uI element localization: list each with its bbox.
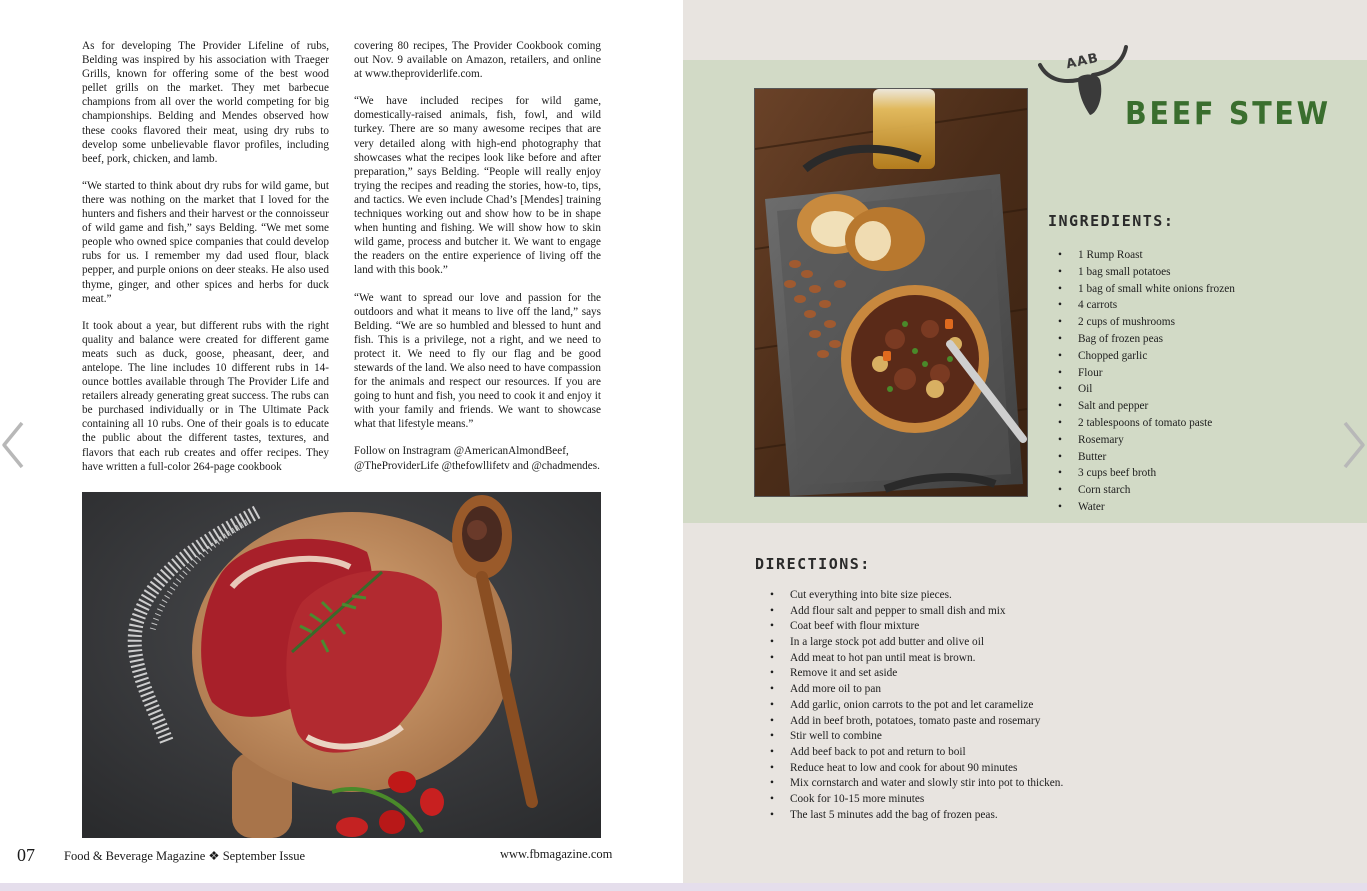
recipe-title: BEEF STEW — [1125, 96, 1331, 132]
article-paragraph: “We started to think about dry rubs for wild game, but there was nothing on the market that I loved for the hunters and fishers and their harvest or the connoisseur of wild game and fish,” says Belding. “We met some people who owned spice companies that could develop rubs for us. I remember my dad used flour, black pepper, and purple onions on deer steaks. He also used thyme, ginger, and other spices and herbs for duck meat.” — [82, 179, 329, 305]
direction-step: • The last 5 minutes add the bag of frozen peas. — [770, 808, 1063, 824]
next-page-arrow-icon[interactable] — [1339, 420, 1367, 470]
article-paragraph: As for developing The Provider Lifeline of rubs, Belding was inspired by his association with Traeger Grills, known for offering some of the best wood pellet grills on the market. They met barbecue champions from all over the world competing for big championships. Belding and Mendes observed how these cooks flavored their meat, using dry rubs to develop some unbelievable flavor profiles, including beef, pork, chicken, and lamb. — [82, 40, 329, 165]
page-number: 07 — [17, 845, 35, 865]
ingredient-item: • 2 tablespoons of tomato paste — [1058, 415, 1235, 432]
direction-step: • Add garlic, onion carrots to the pot and let caramelize — [770, 698, 1063, 714]
direction-step: • Cut everything into bite size pieces. — [770, 588, 1063, 604]
direction-step: • Coat beef with flour mixture — [770, 619, 1063, 635]
magazine-url[interactable]: www.fbmagazine.com — [500, 847, 613, 861]
article-column-1 — [82, 39, 329, 487]
ingredient-item: • 4 carrots — [1058, 297, 1235, 314]
direction-step: • Cook for 10-15 more minutes — [770, 792, 1063, 808]
ingredient-item: • Salt and pepper — [1058, 398, 1235, 415]
directions-list — [770, 588, 1063, 823]
ingredient-item: • Bag of frozen peas — [1058, 331, 1235, 348]
bottom-strip — [0, 883, 1367, 891]
direction-step: • Add flour salt and pepper to small dish and mix — [770, 604, 1063, 620]
steak-photo — [82, 492, 601, 838]
magazine-issue: Food & Beverage Magazine ❖ September Issue — [64, 849, 305, 863]
ingredient-item: • Flour — [1058, 365, 1235, 382]
direction-step: • Add in beef broth, potatoes, tomato paste and rosemary — [770, 714, 1063, 730]
ingredient-item: • Water — [1058, 499, 1235, 516]
direction-step: • Mix cornstarch and water and slowly stir into pot to thicken. — [770, 776, 1063, 792]
follow-instagram-text: Follow on Instragram @AmericanAlmondBeef, @TheProviderLife @thefowllifetv and @chadmendes. — [354, 445, 600, 472]
direction-step: • Reduce heat to low and cook for about 90 minutes — [770, 761, 1063, 777]
direction-step: • In a large stock pot add butter and olive oil — [770, 635, 1063, 651]
ingredient-item: • 1 bag small potatoes — [1058, 264, 1235, 281]
direction-step: • Add more oil to pan — [770, 682, 1063, 698]
article-paragraph: covering 80 recipes, The Provider Cookbook coming out Nov. 9 available on Amazon, retailers, and online at www.theproviderlife.com. — [354, 40, 601, 81]
direction-step: • Add beef back to pot and return to boil — [770, 745, 1063, 761]
left-page — [0, 0, 683, 883]
aab-logo-text: AAB — [1064, 50, 1101, 73]
previous-page-arrow-icon[interactable] — [0, 420, 28, 470]
ingredient-item: • Chopped garlic — [1058, 348, 1235, 365]
ingredient-item: • 2 cups of mushrooms — [1058, 314, 1235, 331]
article-paragraph: It took about a year, but different rubs with the right quality and balance were created for different game meats such as duck, goose, pheasant, deer, and antelope. The line includes 10 different rubs in 14-ounce bottles available through The Provider Life and retailers already generating great success. The rubs can be purchased individually or in The Ultimate Pack containing all 10 rubs. One of their goals is to educate the public about the different tastes, textures, and flavors that each rub creates and offer recipes. They have written a full-color 264-page cookbook — [82, 319, 329, 473]
article-column-2 — [354, 39, 601, 486]
ingredient-item: • Corn starch — [1058, 482, 1235, 499]
direction-step: • Remove it and set aside — [770, 666, 1063, 682]
ingredient-item: • Rosemary — [1058, 432, 1235, 449]
ingredient-item: • 1 Rump Roast — [1058, 247, 1235, 264]
direction-step: • Add meat to hot pan until meat is brown. — [770, 651, 1063, 667]
directions-heading: DIRECTIONS: — [755, 555, 871, 573]
beef-stew-photo — [754, 88, 1028, 497]
article-paragraph: “We want to spread our love and passion for the outdoors and what it means to live off the land,” says Belding. “We are so humbled and blessed to hunt and fish. This is a privilege, not a right, and we need to protect it. We need to fly our flag and be good stewards of the land. We also need to have compassion for the animals and respect our resources. If you are going to hunt and fish, you need to cook it and enjoy it with your family and friends. We want to showcase what that lifestyle means.” — [354, 291, 601, 431]
ingredients-heading: INGREDIENTS: — [1048, 212, 1175, 230]
ingredient-item: • Butter — [1058, 449, 1235, 466]
right-page — [683, 0, 1367, 883]
ingredient-item: • 3 cups beef broth — [1058, 465, 1235, 482]
ingredient-item: • Oil — [1058, 381, 1235, 398]
article-paragraph: “We have included recipes for wild game, domestically-raised animals, fish, fowl, and wild turkey. There are so many awesome recipes that are very detailed along with high-end photography that showcases what the recipes look like before and after preparation,” says Belding. “People will really enjoy trying the recipes and reading the stories, how-to, tips, and tactics. We even include Chad’s [Mendes] training techniques working out and show how to be in shape when hunting and fishing. We will show how to skin wild game, process and butcher it. We want to engage the readers on the entire experience of living off the land with this book.” — [354, 95, 601, 277]
ingredient-item: • 1 bag of small white onions frozen — [1058, 281, 1235, 298]
ingredients-list — [1058, 247, 1235, 516]
direction-step: • Stir well to combine — [770, 729, 1063, 745]
